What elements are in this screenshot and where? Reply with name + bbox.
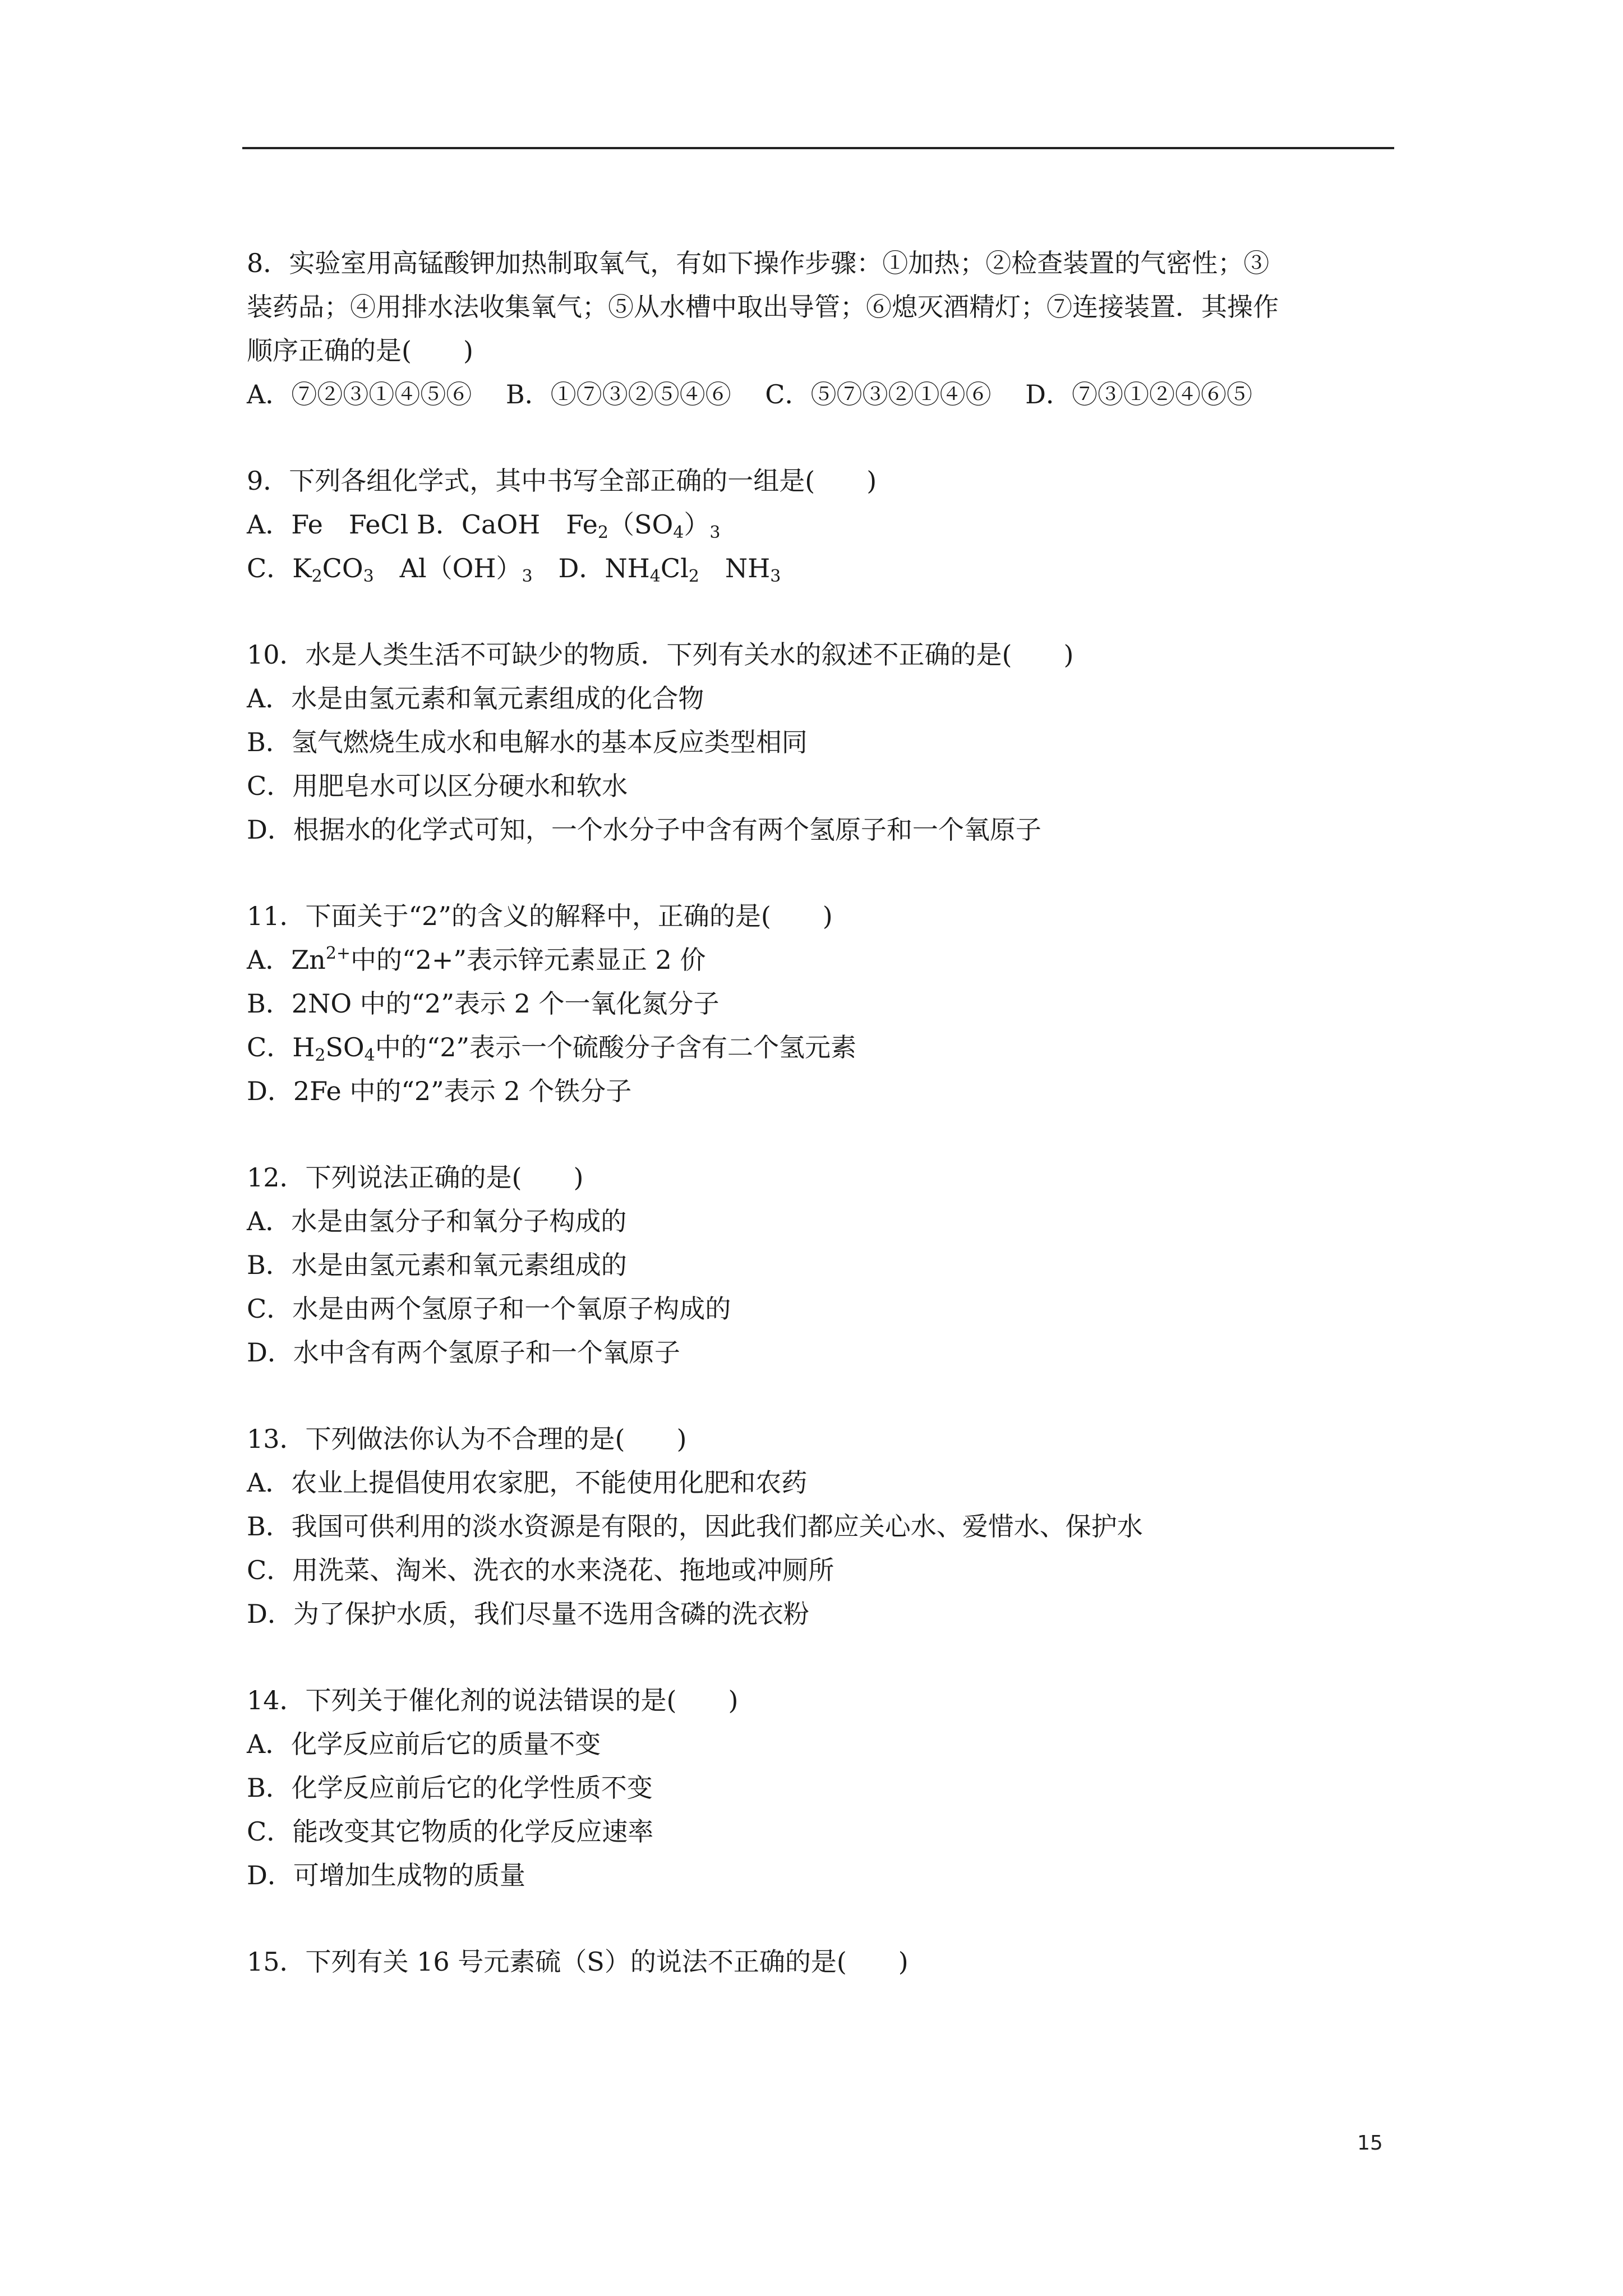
q10-option-a: A．水是由氢元素和氧元素组成的化合物: [247, 683, 704, 714]
q12-stem: 12．下列说法正确的是( ): [247, 1162, 584, 1193]
q12-option-c: C．水是由两个氢原子和一个氧原子构成的: [247, 1294, 731, 1324]
q12-option-d: D．水中含有两个氢原子和一个氧原子: [247, 1337, 680, 1368]
q11-stem: 11．下面关于“2”的含义的解释中，正确的是( ): [247, 901, 833, 931]
q8-options: A．⑦②③①④⑤⑥ B．①⑦③②⑤④⑥ C．⑤⑦③②①④⑥ D．⑦③①②④⑥⑤: [247, 379, 1252, 409]
header-rule: [242, 147, 1394, 149]
q9-option-b: B．CaOH $Fe_2(SO_4)_3$: [417, 509, 721, 542]
q9-option-a: A．Fe FeCl: [247, 509, 409, 540]
q13-option-c: C．用洗菜、淘米、洗衣的水来浇花、拖地或冲厕所: [247, 1555, 834, 1585]
q14-option-d: D．可增加生成物的质量: [247, 1860, 525, 1890]
q11-option-d: D．2Fe 中的“2”表示 2 个铁分子: [247, 1076, 632, 1106]
page-number: 15: [1357, 2132, 1383, 2155]
q9-option-c: C．$K_2CO_3$ $Al(OH)_3$: [247, 553, 533, 586]
q13-option-b: B．我国可供利用的淡水资源是有限的，因此我们都应关心水、爱惜水、保护水: [247, 1511, 1143, 1542]
q11-option-c: C．$H_2SO_4$中的“2”表示一个硫酸分子含有二个氢元素: [247, 1032, 857, 1065]
q11-option-b: B．2NO 中的“2”表示 2 个一氧化氮分子: [247, 988, 720, 1019]
q9-options-cd: [247, 546, 781, 590]
q11-option-a: A．$Zn^{2+}$中的“2+”表示锌元素显正 2 价: [247, 944, 706, 975]
q14-option-c: C．能改变其它物质的化学反应速率: [247, 1816, 654, 1847]
q13-option-d: D．为了保护水质，我们尽量不选用含磷的洗衣粉: [247, 1599, 809, 1629]
q10-stem: 10．水是人类生活不可缺少的物质．下列有关水的叙述不正确的是( ): [247, 639, 1074, 670]
q8-line1: 8．实验室用高锰酸钾加热制取氧气，有如下操作步骤：①加热；②检查装置的气密性；③: [247, 248, 1270, 278]
q8-line3: 顺序正确的是( ): [247, 335, 473, 366]
q12-option-a: A．水是由氢分子和氧分子构成的: [247, 1206, 627, 1236]
q10-option-c: C．用肥皂水可以区分硬水和软水: [247, 771, 628, 801]
q9-options-ab: [247, 503, 720, 546]
q8-line2: 装药品；④用排水法收集氧气；⑤从水槽中取出导管；⑥熄灭酒精灯；⑦连接装置．其操作: [247, 292, 1279, 322]
q10-option-b: B．氢气燃烧生成水和电解水的基本反应类型相同: [247, 727, 808, 757]
q13-option-a: A．农业上提倡使用农家肥，不能使用化肥和农药: [247, 1467, 808, 1498]
q12-option-b: B．水是由氢元素和氧元素组成的: [247, 1250, 627, 1280]
q13-stem: 13．下列做法你认为不合理的是( ): [247, 1424, 687, 1454]
q14-option-b: B．化学反应前后它的化学性质不变: [247, 1773, 653, 1803]
q9-stem: 9．下列各组化学式，其中书写全部正确的一组是( ): [247, 466, 877, 496]
q9-option-d: D．$NH_4Cl_2$ $NH_3$: [558, 553, 781, 586]
q15-stem: 15．下列有关 16 号元素硫（S）的说法不正确的是( ): [247, 1947, 909, 1977]
q10-option-d: D．根据水的化学式可知，一个水分子中含有两个氢原子和一个氧原子: [247, 815, 1041, 845]
q14-stem: 14．下列关于催化剂的说法错误的是( ): [247, 1685, 739, 1715]
q14-option-a: A．化学反应前后它的质量不变: [247, 1729, 601, 1759]
